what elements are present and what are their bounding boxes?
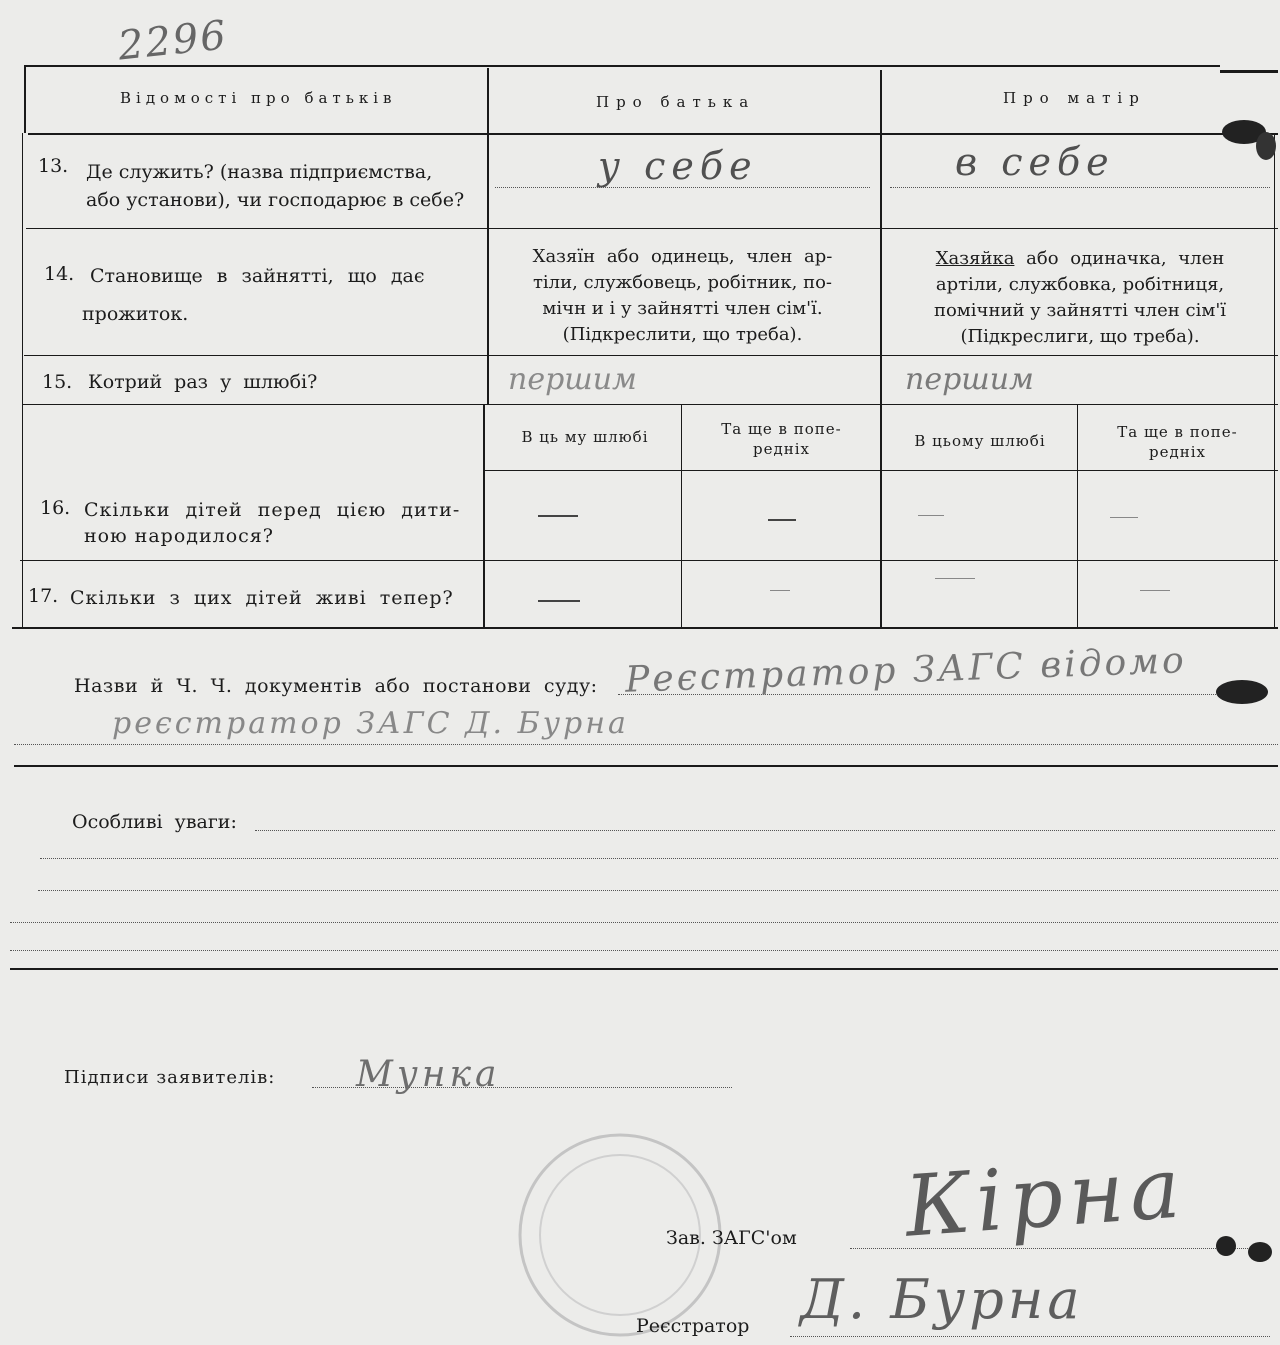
head-of-registry-label: Зав. ЗАГС'ом xyxy=(666,1227,797,1249)
q15-father-answer: першим xyxy=(508,362,637,397)
header-mother-column: Про матір xyxy=(1003,89,1146,107)
q14-line2: прожиток. xyxy=(82,303,189,325)
registrar-label: Реєстратор xyxy=(636,1315,750,1337)
q14-mother-option-line2: артіли, службовка, робітниця, xyxy=(935,274,1225,295)
subheader-mother-previous-line1: Та ще в попе- xyxy=(1117,423,1238,441)
q17-mother-previous-dash xyxy=(1140,590,1170,591)
q13-number: 13. xyxy=(38,155,69,177)
binding-hole-bottom xyxy=(1206,1226,1280,1270)
binding-hole-top xyxy=(1196,84,1280,164)
applicants-signature-label: Підписи заявителів: xyxy=(64,1067,276,1088)
archive-number: 2296 xyxy=(115,12,230,70)
q16-line2: ною народилося? xyxy=(84,525,274,547)
q14-father-option-line2: тіли, службовець, робітник, по- xyxy=(532,272,833,293)
q14-father-option-line3: мічн и і у зайнятті член сім'ї. xyxy=(542,298,823,319)
q14-mother-underlined-choice: Хазяйка xyxy=(935,248,1015,269)
q14-number: 14. xyxy=(44,263,75,285)
q13-father-answer: у себе xyxy=(598,144,758,188)
q14-mother-option-line1-rest: або одиначка, член xyxy=(1014,248,1225,269)
q14-line1: Становище в зайнятті, що дає xyxy=(90,265,425,287)
q13-line2: або установи), чи господарює в себе? xyxy=(86,189,465,211)
header-info-column: Відомості про батьків xyxy=(120,89,397,107)
q14-father-option-line4: (Підкреслити, що треба). xyxy=(562,324,803,345)
subheader-father-previous-line1: Та ще в попе- xyxy=(721,420,842,438)
binding-hole-middle xyxy=(1200,664,1280,724)
q16-mother-previous-dash xyxy=(1110,517,1138,518)
q14-mother-option-line1 xyxy=(890,246,1270,272)
subheader-father-previous-line2: редніх xyxy=(753,440,810,458)
q15-number: 15. xyxy=(42,371,73,393)
q16-mother-current-dash xyxy=(918,515,944,516)
q17-number: 17. xyxy=(28,585,59,607)
q13-line1: Де служить? (назва підприємства, xyxy=(86,161,433,183)
q16-father-previous-dash xyxy=(768,519,796,521)
q14-father-option-line1: Хазяїн або одинець, член ар- xyxy=(532,246,833,267)
registrar-signature: Д. Бурна xyxy=(800,1268,1084,1331)
q14-mother-option-line4: (Підкреслиги, що треба). xyxy=(960,326,1200,347)
remarks-label: Особливі уваги: xyxy=(72,811,237,833)
header-father-column: Про батька xyxy=(596,93,756,111)
q17-mother-current-dash xyxy=(935,578,975,579)
applicants-signature: Мунка xyxy=(356,1054,501,1095)
documents-answer-line1: Реєстратор ЗАГС відомо xyxy=(624,640,1188,701)
q16-number: 16. xyxy=(40,497,71,519)
q17-father-current-dash xyxy=(538,600,580,602)
q14-mother-option-line3: помічний у зайнятті член сім'ї xyxy=(933,300,1227,321)
subheader-mother-previous-line2: редніх xyxy=(1149,443,1206,461)
head-of-registry-signature: Кірна xyxy=(901,1138,1190,1256)
subheader-mother-current-marriage: В цьому шлюбі xyxy=(914,432,1046,450)
q16-line1: Скільки дітей перед цією дити- xyxy=(84,499,461,521)
q17-text: Скільки з цих дітей живі тепер? xyxy=(70,587,454,609)
q15-mother-answer: першим xyxy=(905,362,1034,397)
q13-mother-answer: в себе xyxy=(955,140,1115,184)
q16-father-current-dash xyxy=(538,515,578,517)
documents-label: Назви й Ч. Ч. документів або постанови суду: xyxy=(74,675,598,697)
q15-text: Котрий раз у шлюбі? xyxy=(88,371,318,393)
subheader-father-current-marriage: В ць му шлюбі xyxy=(521,428,649,446)
q17-father-previous-dash xyxy=(770,590,790,591)
documents-answer-line2: реєстратор ЗАГС Д. Бурна xyxy=(112,706,629,741)
